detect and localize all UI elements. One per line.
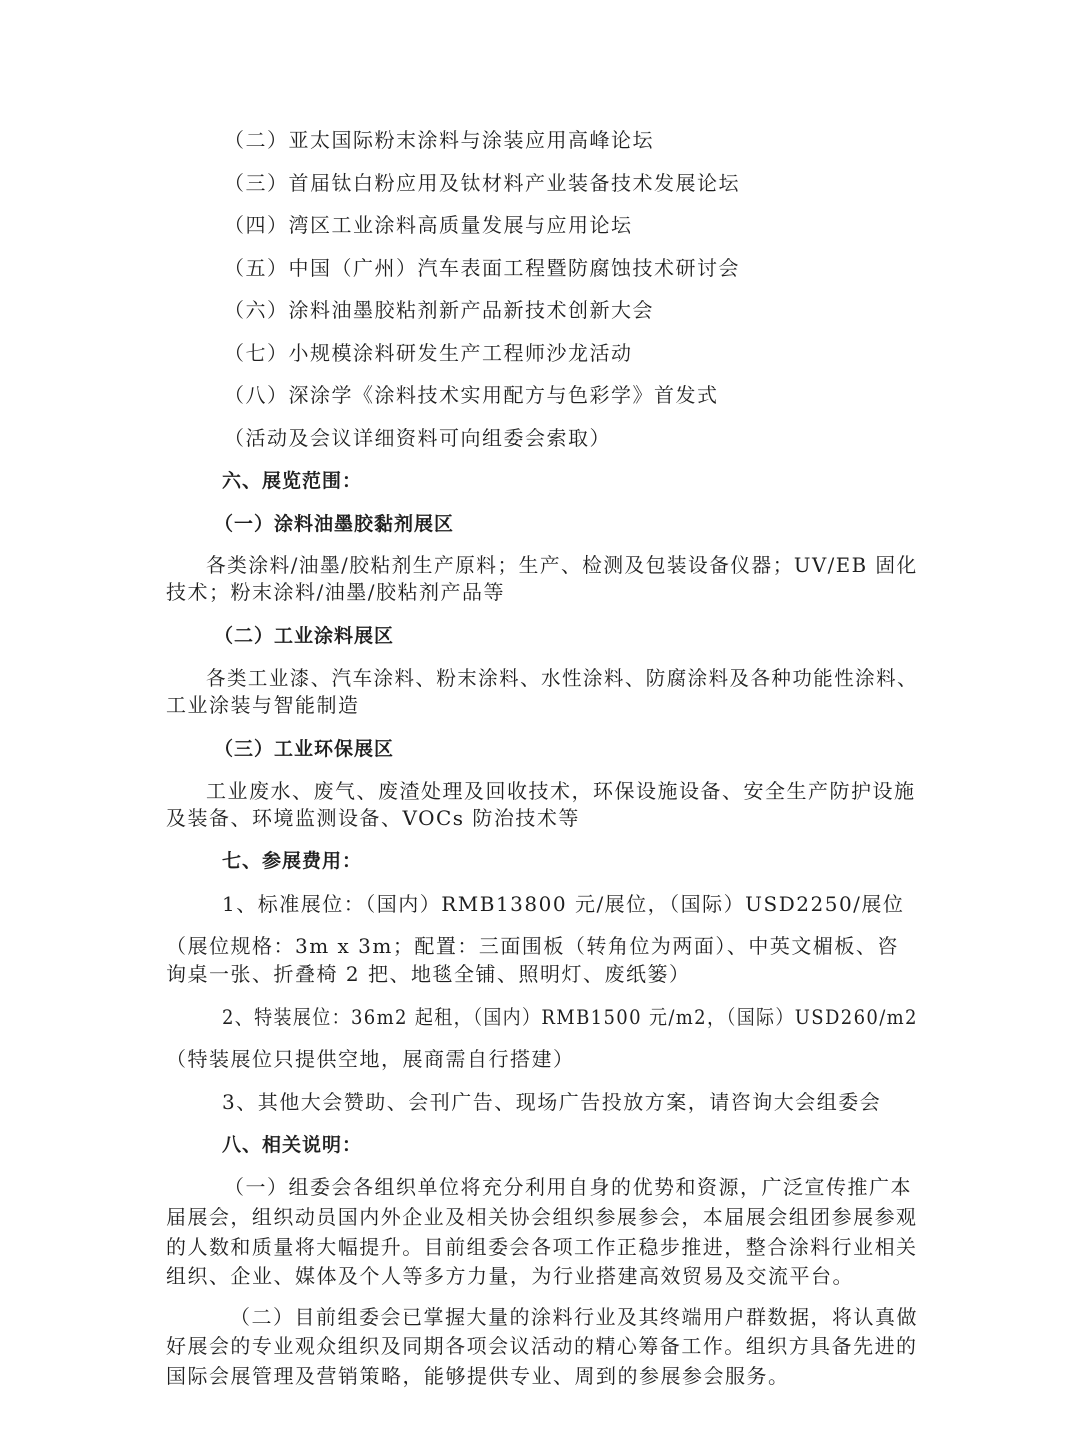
zone-text: 及装备、环境监测设备、VOCs 防治技术等 bbox=[166, 806, 580, 830]
zone-title: （一）涂料油墨胶黏剂展区 bbox=[214, 513, 455, 535]
paragraph-line: 国际会展管理及营销策略，能够提供专业、周到的参展参会服务。 bbox=[166, 1364, 790, 1388]
forum-item: （五）中国（广州）汽车表面工程暨防腐蚀技术研讨会 bbox=[224, 256, 740, 280]
zone-text: 各类工业漆、汽车涂料、粉末涂料、水性涂料、防腐涂料及各种功能性涂料、 bbox=[206, 666, 918, 690]
section-heading: 六、展览范围： bbox=[222, 470, 363, 492]
section-heading: 七、参展费用： bbox=[222, 850, 363, 872]
forum-item: （二）亚太国际粉末涂料与涂装应用高峰论坛 bbox=[224, 128, 654, 152]
zone-title: （二）工业涂料展区 bbox=[214, 625, 395, 647]
paragraph-line: 好展会的专业观众组织及同期各项会议活动的精心筹备工作。组织方具备先进的 bbox=[166, 1334, 918, 1358]
fee-item: （特装展位只提供空地，展商需自行搭建） bbox=[166, 1047, 575, 1071]
zone-text: 工业废水、废气、废渣处理及回收技术，环保设施设备、安全生产防护设施 bbox=[206, 779, 916, 803]
forum-item: （三）首届钛白粉应用及钛材料产业装备技术发展论坛 bbox=[224, 171, 740, 195]
paragraph-line: 的人数和质量将大幅提升。目前组委会各项工作正稳步推进，整合涂料行业相关 bbox=[166, 1235, 918, 1259]
zone-text: 各类涂料/油墨/胶粘剂生产原料；生产、检测及包装设备仪器；UV/EB 固化 bbox=[206, 553, 918, 577]
fee-item: 1、标准展位：（国内）RMB13800 元/展位，（国际）USD2250/展位 bbox=[222, 892, 905, 916]
paragraph-line: （一）组委会各组织单位将充分利用自身的优势和资源，广泛宣传推广本 bbox=[224, 1175, 912, 1199]
forum-item: （八）深涂学《涂料技术实用配方与色彩学》首发式 bbox=[224, 383, 719, 407]
fee-item: （展位规格：3m x 3m；配置：三面围板（转角位为两面）、中英文楣板、咨 bbox=[166, 934, 899, 958]
zone-text: 技术；粉末涂料/油墨/胶粘剂产品等 bbox=[166, 580, 505, 604]
fee-item: 3、其他大会赞助、会刊广告、现场广告投放方案，请咨询大会组委会 bbox=[222, 1090, 882, 1114]
paragraph-line: （二）目前组委会已掌握大量的涂料行业及其终端用户群数据，将认真做 bbox=[230, 1305, 918, 1329]
fee-item: 2、特装展位：36m2 起租，（国内）RMB1500 元/m2，（国际）USD260/m2 bbox=[222, 1005, 918, 1029]
section-heading: 八、相关说明： bbox=[222, 1134, 363, 1156]
paragraph-line: 组织、企业、媒体及个人等多方力量，为行业搭建高效贸易及交流平台。 bbox=[166, 1264, 854, 1288]
zone-text: 工业涂装与智能制造 bbox=[166, 693, 360, 717]
forum-item: （七）小规模涂料研发生产工程师沙龙活动 bbox=[224, 341, 633, 365]
paragraph-line: 届展会，组织动员国内外企业及相关协会组织参展参会，本届展会组团参展参观 bbox=[166, 1205, 918, 1229]
forums-note: （活动及会议详细资料可向组委会索取） bbox=[224, 426, 611, 450]
forum-item: （六）涂料油墨胶粘剂新产品新技术创新大会 bbox=[224, 298, 654, 322]
fee-item: 询桌一张、折叠椅 2 把、地毯全铺、照明灯、废纸篓） bbox=[166, 962, 691, 986]
zone-title: （三）工业环保展区 bbox=[214, 738, 395, 760]
forum-item: （四）湾区工业涂料高质量发展与应用论坛 bbox=[224, 213, 633, 237]
